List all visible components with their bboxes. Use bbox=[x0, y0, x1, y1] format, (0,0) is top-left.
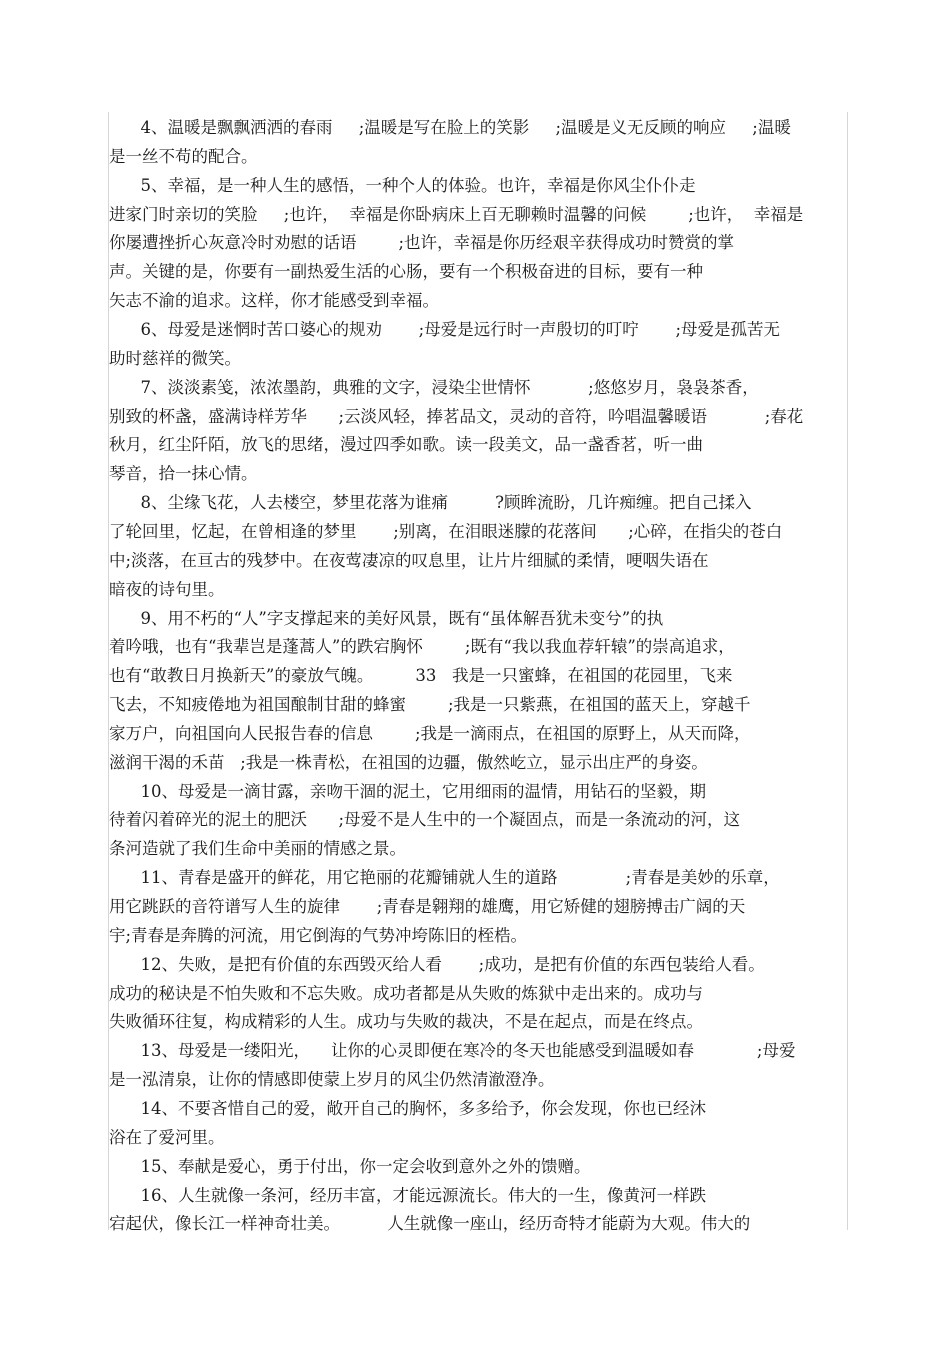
text-line: 宇;青春是奔腾的河流，用它倒海的气势冲垮陈旧的桎梏。 bbox=[109, 925, 528, 945]
text-line: 中;淡落，在亘古的残梦中。在夜莺凄凉的叹息里，让片片细腻的柔情，哽咽失语在 bbox=[109, 550, 709, 570]
text-line: 6、母爱是迷惘时苦口婆心的规劝 ;母爱是远行时一声殷切的叮咛 ;母爱是孤苦无 bbox=[109, 320, 781, 339]
text-line: 是一丝不苟的配合。 bbox=[109, 146, 258, 166]
text-line: 12、失败，是把有价值的东西毁灭给人看 ;成功，是把有价值的东西包装给人看。 bbox=[109, 954, 765, 974]
text-line: 了轮回里，忆起，在曾相逢的梦里 ;别离，在泪眼迷朦的花落间 ;心碎，在指尖的苍白 bbox=[109, 521, 783, 541]
text-line: 5、幸福，是一种人生的感悟，一种个人的体验。也许，幸福是你风尘仆仆走 bbox=[109, 175, 696, 195]
text-line: 4、温暖是飘飘洒洒的春雨 ;温暖是写在脸上的笑影 ;温暖是义无反顾的响应 ;温暖 bbox=[109, 118, 791, 137]
text-line: 矢志不渝的追求。这样，你才能感受到幸福。 bbox=[109, 291, 439, 311]
text-line: 13、母爱是一缕阳光， 让你的心灵即便在寒冷的冬天也能感受到温暖如春 ;母爱 bbox=[109, 1041, 796, 1061]
text-line: 失败循环往复，构成精彩的人生。成功与失败的裁决，不是在起点，而是在终点。 bbox=[109, 1012, 703, 1032]
text-line: 条河造就了我们生命中美丽的情感之景。 bbox=[109, 839, 406, 859]
text-line: 暗夜的诗句里。 bbox=[109, 579, 225, 599]
text-line: 秋月，红尘阡陌，放飞的思绪，漫过四季如歌。读一段美文，品一盏香茗，听一曲 bbox=[109, 435, 703, 455]
text-line: 进家门时亲切的笑脸 ;也许， 幸福是你卧病床上百无聊赖时温馨的问候 ;也许， 幸福是 bbox=[109, 204, 804, 224]
text-line: 14、不要吝惜自己的爱，敞开自己的胸怀，多多给予，你会发现，你也已经沐 bbox=[109, 1098, 706, 1118]
text-line: 浴在了爱河里。 bbox=[109, 1127, 225, 1147]
text-line: 8、尘缘飞花，人去楼空，梦里花落为谁痛 ?顾眸流盼，几许痴缠。把自己揉入 bbox=[109, 493, 752, 513]
text-line: 着吟哦，也有“我辈岂是蓬蒿人”的跌宕胸怀 ;既有“我以我血荐轩辕”的崇高追求， bbox=[109, 637, 735, 657]
text-line: 声。关键的是，你要有一副热爱生活的心肠，要有一个积极奋进的目标，要有一种 bbox=[109, 262, 703, 282]
text-line: 是一泓清泉，让你的情感即使蒙上岁月的风尘仍然清澈澄净。 bbox=[109, 1070, 555, 1090]
right-margin-rule bbox=[847, 112, 848, 1230]
text-line: 10、母爱是一滴甘露，亲吻干涸的泥土，它用细雨的温情，用钻石的坚毅，期 bbox=[109, 781, 706, 801]
text-line: 助时慈祥的微笑。 bbox=[109, 348, 241, 368]
text-line: 别致的杯盏，盛满诗样芳华 ;云淡风轻，捧茗品文，灵动的音符，吟唱温馨暖语 ;春花 bbox=[109, 406, 804, 426]
text-line: 16、人生就像一条河，经历丰富，才能远源流长。伟大的一生，像黄河一样跌 bbox=[109, 1185, 706, 1205]
text-line: 成功的秘诀是不怕失败和不忘失败。成功者都是从失败的炼狱中走出来的。成功与 bbox=[109, 983, 703, 1003]
text-line: 15、奉献是爱心，勇于付出，你一定会收到意外之外的馈赠。 bbox=[109, 1156, 591, 1176]
text-line: 9、用不朽的“人”字支撑起来的美好风景，既有“虽体解吾犹未变兮”的执 bbox=[109, 608, 664, 628]
text-line: 用它跳跃的音符谱写人生的旋律 ;青春是翱翔的雄鹰，用它矫健的翅膀搏击广阔的天 bbox=[109, 897, 746, 916]
text-line: 宕起伏，像长江一样神奇壮美。 人生就像一座山，经历奇特才能蔚为大观。伟大的 bbox=[109, 1214, 751, 1234]
text-line: 待着闪着碎光的泥土的肥沃 ;母爱不是人生中的一个凝固点，而是一条流动的河，这 bbox=[109, 810, 741, 830]
text-line: 你屡遭挫折心灰意冷时劝慰的话语 ;也许，幸福是你历经艰辛获得成功时赞赏的掌 bbox=[109, 233, 735, 253]
text-line: 11、青春是盛开的鲜花，用它艳丽的花瓣铺就人生的道路 ;青春是美妙的乐章， bbox=[109, 868, 780, 888]
text-line: 也有“敢教日月换新天”的豪放气魄。 33 我是一只蜜蜂，在祖国的花园里，飞来 bbox=[109, 666, 733, 686]
text-line: 滋润干渴的禾苗 ;我是一株青松，在祖国的边疆，傲然屹立，显示出庄严的身姿。 bbox=[109, 752, 708, 772]
text-line: 琴音，拾一抹心情。 bbox=[109, 464, 258, 484]
text-line: 家万户，向祖国向人民报告春的信息 ;我是一滴雨点，在祖国的原野上，从天而降， bbox=[109, 723, 751, 743]
text-line: 飞去，不知疲倦地为祖国酿制甘甜的蜂蜜 ;我是一只紫燕，在祖国的蓝天上，穿越千 bbox=[109, 695, 751, 714]
text-line: 7、淡淡素笺，浓浓墨韵，典雅的文字，浸染尘世情怀 ;悠悠岁月，袅袅茶香， bbox=[109, 377, 759, 397]
